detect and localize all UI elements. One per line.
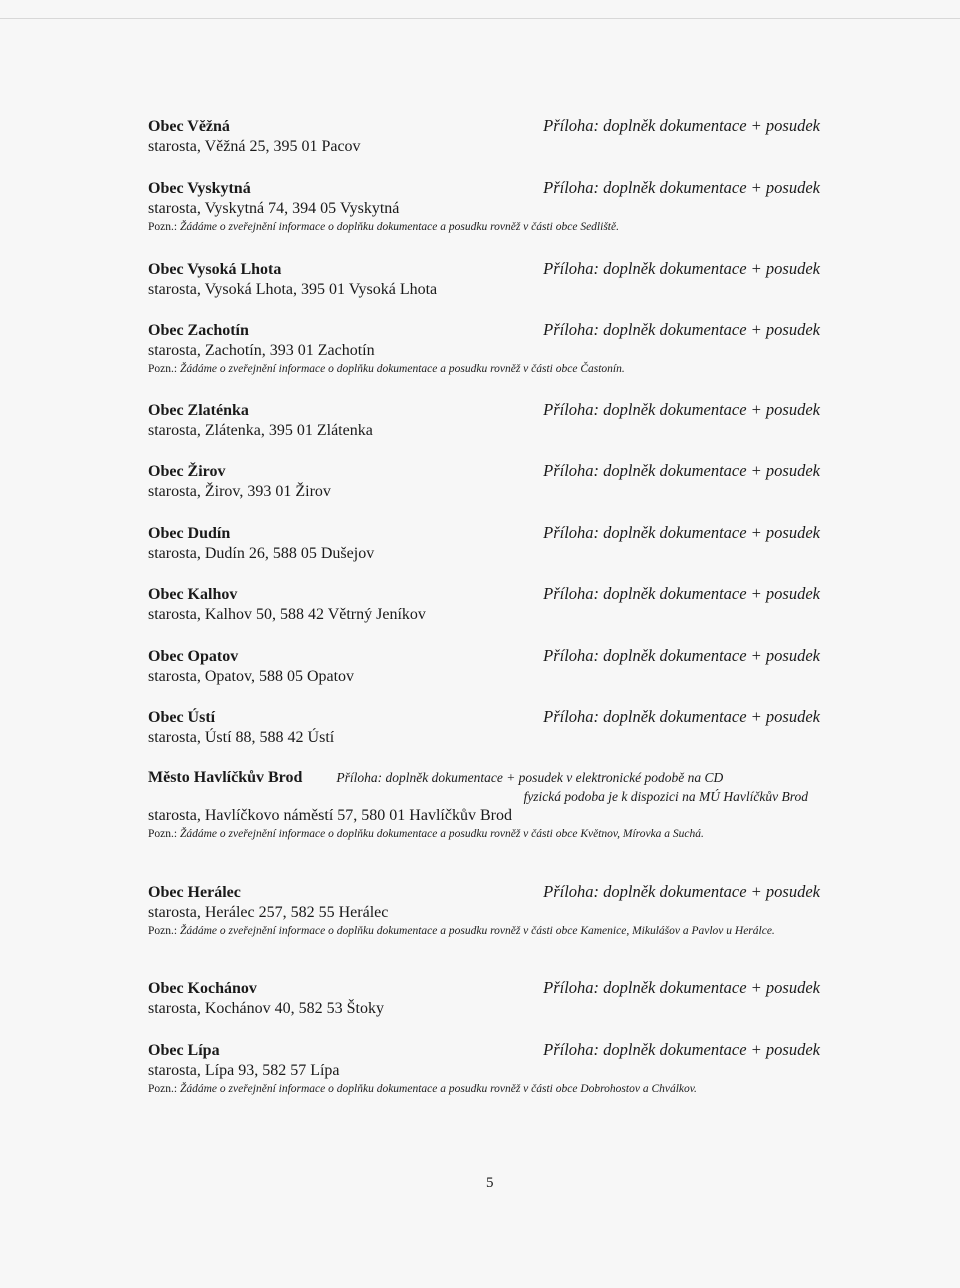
entry-dudin	[148, 523, 820, 563]
entry-name: Obec Vyskytná	[148, 180, 251, 197]
entry-name: Obec Kalhov	[148, 586, 238, 603]
attachment-label: Příloha: doplněk dokumentace + posudek	[543, 707, 820, 726]
attachment-label: Příloha: doplněk dokumentace + posudek	[543, 584, 820, 603]
document-page	[148, 0, 820, 1288]
note-label: Pozn.:	[148, 363, 178, 375]
attachment-label: Příloha: doplněk dokumentace + posudek	[543, 259, 820, 278]
entry-address: starosta, Lípa 93, 582 57 Lípa	[148, 1062, 340, 1079]
entry-address: starosta, Žirov, 393 01 Žirov	[148, 483, 331, 500]
entry-kalhov	[148, 584, 820, 624]
entry-address: starosta, Zlátenka, 395 01 Zlátenka	[148, 422, 373, 439]
attachment-label: Příloha: doplněk dokumentace + posudek	[543, 1040, 820, 1059]
entry-lipa	[148, 1040, 820, 1098]
attachment-label: Příloha: doplněk dokumentace + posudek v elektronické podobě na CD	[336, 770, 724, 785]
attachment-label: Příloha: doplněk dokumentace + posudek	[543, 178, 820, 197]
note-text: Žádáme o zveřejnění informace o doplňku dokumentace a posudku rovněž v části obce Kamenice, Mikulášov a Pavlov u Herálce.	[179, 925, 775, 937]
entry-address: starosta, Dudín 26, 588 05 Dušejov	[148, 545, 375, 562]
attachment-label: Příloha: doplněk dokumentace + posudek	[543, 461, 820, 480]
note-text: Žádáme o zveřejnění informace o doplňku dokumentace a posudku rovněž v části obce Častonín.	[179, 363, 625, 375]
note-text: Žádáme o zveřejnění informace o doplňku dokumentace a posudku rovněž v části obce Sedliště.	[179, 221, 619, 233]
note-label: Pozn.:	[148, 1083, 178, 1095]
entry-address: starosta, Ústí 88, 588 42 Ústí	[148, 729, 335, 746]
entry-note	[148, 219, 820, 236]
entry-note	[148, 826, 820, 843]
entry-name: Obec Zlaténka	[148, 402, 249, 419]
entry-name: Obec Lípa	[148, 1042, 220, 1059]
note-text: Žádáme o zveřejnění informace o doplňku dokumentace a posudku rovněž v části obce Květnov, Mírovka a Suchá.	[179, 828, 704, 840]
entry-name: Obec Žirov	[148, 463, 226, 480]
entry-address: starosta, Herálec 257, 582 55 Herálec	[148, 904, 389, 921]
page-number: 5	[486, 1175, 494, 1191]
entry-name: Obec Dudín	[148, 525, 231, 542]
entry-note	[148, 1081, 820, 1098]
entry-address: starosta, Havlíčkovo náměstí 57, 580 01 Havlíčkův Brod	[148, 807, 512, 824]
entry-zlatenka	[148, 400, 820, 440]
note-label: Pozn.:	[148, 221, 178, 233]
entry-address: starosta, Opatov, 588 05 Opatov	[148, 668, 355, 685]
entry-note	[148, 923, 820, 940]
note-label: Pozn.:	[148, 828, 178, 840]
entry-address: starosta, Věžná 25, 395 01 Pacov	[148, 138, 361, 155]
entry-zachotin	[148, 320, 820, 378]
attachment-label: Příloha: doplněk dokumentace + posudek	[543, 978, 820, 997]
entry-heralec	[148, 882, 820, 940]
attachment-label: Příloha: doplněk dokumentace + posudek	[543, 523, 820, 542]
entry-opatov	[148, 646, 820, 686]
entry-name: Obec Zachotín	[148, 322, 249, 339]
entry-address: starosta, Vysoká Lhota, 395 01 Vysoká Lhota	[148, 281, 438, 298]
attachment-label: Příloha: doplněk dokumentace + posudek	[543, 646, 820, 665]
entry-address: starosta, Kochánov 40, 582 53 Štoky	[148, 1000, 384, 1017]
entry-havlickuv-brod	[148, 769, 820, 843]
attachment-label: Příloha: doplněk dokumentace + posudek	[543, 400, 820, 419]
entry-kochanov	[148, 978, 820, 1018]
entry-vezna	[148, 116, 820, 156]
entry-vysoka-lhota	[148, 259, 820, 299]
entry-name: Město Havlíčkův Brod	[148, 769, 303, 786]
attachment-label: Příloha: doplněk dokumentace + posudek	[543, 320, 820, 339]
attachment-label: Příloha: doplněk dokumentace + posudek	[543, 882, 820, 901]
entry-name: Obec Vysoká Lhota	[148, 261, 282, 278]
attachment-label-continued: fyzická podoba je k dispozici na MÚ Havlíčkův Brod	[523, 789, 808, 804]
entry-name: Obec Kochánov	[148, 980, 257, 997]
entry-name: Obec Ústí	[148, 709, 216, 726]
entry-address: starosta, Kalhov 50, 588 42 Větrný Jeníkov	[148, 606, 426, 623]
note-text: Žádáme o zveřejnění informace o doplňku dokumentace a posudku rovněž v části obce Dobrohostov a Chválkov.	[179, 1083, 697, 1095]
entry-usti	[148, 707, 820, 747]
attachment-label: Příloha: doplněk dokumentace + posudek	[543, 116, 820, 135]
entry-name: Obec Herálec	[148, 884, 241, 901]
entry-note	[148, 361, 820, 378]
entry-name: Obec Věžná	[148, 118, 230, 135]
entry-address: starosta, Vyskytná 74, 394 05 Vyskytná	[148, 200, 400, 217]
entry-vyskytna	[148, 178, 820, 236]
entry-name: Obec Opatov	[148, 648, 239, 665]
note-label: Pozn.:	[148, 925, 178, 937]
entry-zirov	[148, 461, 820, 501]
entry-address: starosta, Zachotín, 393 01 Zachotín	[148, 342, 375, 359]
